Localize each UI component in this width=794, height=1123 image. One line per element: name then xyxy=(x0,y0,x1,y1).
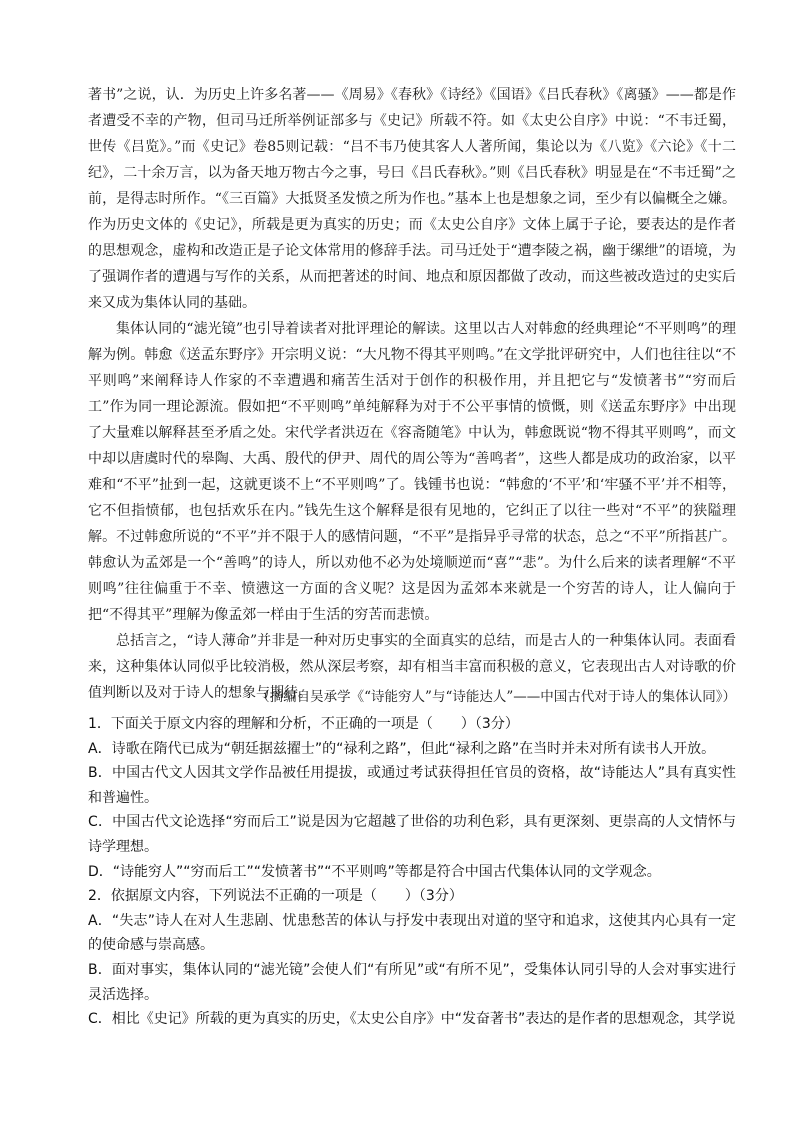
question-1-option-a: A．诗歌在隋代已成为“朝廷据兹擢士”的“禄利之路”，但此“禄利之路”在当时并未对所有读书人开放。 xyxy=(88,740,716,757)
question-2-option-b: B．面对事实，集体认同的“滤光镜”会使人们“有所见”或“有所不见”，受集体认同引导的人会对事实进行灵活选择。 xyxy=(88,961,736,1003)
questions-section xyxy=(88,712,736,1032)
question-2-option-a: A．“失志”诗人在对人生悲剧、忧患愁苦的体认与抒发中表现出对道的坚守和追求，这使其内心具有一定的使命感与崇高感。 xyxy=(88,912,736,954)
reading-passage xyxy=(88,82,736,706)
question-2-option-c: C．相比《史记》所载的更为真实的历史，《太史公自序》中“发奋著书”表达的是作者的思想观念，其学说 xyxy=(88,1011,736,1028)
passage-paragraph-3: 总括言之，“诗人薄命”并非是一种对历史事实的全面真实的总结，而是古人的一种集体认同。表面看来，这种集体认同似乎比较消极，然从深层考察，却有相当丰富而积极的意义，它表现出古人对诗歌的价值判断以及对于诗人的想象与期待。 xyxy=(88,633,736,701)
passage-paragraph-2: 集体认同的“滤光镜”也引导着读者对批评理论的解读。这里以古人对韩愈的经典理论“不平则鸣”的理解为例。韩愈《送孟东野序》开宗明义说：“大凡物不得其平则鸣。”在文学批评研究中，人们也往往以“不平则鸣”来阐释诗人作家的不幸遭遇和痛苦生活对于创作的积极作用，并且把它与“发愤著书”“穷而后工”作为同一理论源流。假如把“不平则鸣”单纯解释为对于不公平事情的愤慨，则《送孟东野序》中出现了大量难以解释甚至矛盾之处。宋代学者洪迈在《容斋随笔》中认为，韩愈既说“物不得其平则鸣”，而文中却以唐虞时代的皋陶、大禹、殷代的伊尹、周代的周公等为“善鸣者”，这些人都是成功的政治家，以平难和“不平”扯到一起，这就更谈不上“不平则鸣”了。钱锺书也说：“韩愈的‘不平’和‘牢骚不平’并不相等，它不但指愤郁，也包括欢乐在内。”钱先生这个解释是很有见地的，它纠正了以往一些对“不平”的狭隘理解。不过韩愈所说的“不平”并不限于人的感情问题，“不平”是指异乎寻常的状态，总之“不平”所指甚广。韩愈认为孟郊是一个“善鸣”的诗人，所以劝他不必为处境顺逆而“喜”“悲”。为什么后来的读者理解“不平则鸣”往往偏重于不幸、愤懑这一方面的含义呢？这是因为孟郊本来就是一个穷苦的诗人，让人偏向于把“不得其平”理解为像孟郊一样由于生活的穷苦而悲愤。 xyxy=(88,321,736,623)
question-2-stem: 2．依据原文内容，下列说法不正确的一项是（ ）（3分） xyxy=(88,888,463,905)
passage-source-citation: （摘编自吴承学《“诗能穷人”与“诗能达人”——中国古代对于诗人的集体认同》） xyxy=(256,689,736,705)
question-1-stem: 1．下面关于原文内容的理解和分析，不正确的一项是（ ）（3分） xyxy=(88,716,519,732)
question-1-option-c: C．中国古代文论选择“穷而后工”说是因为它超越了世俗的功利色彩，具有更深刻、更崇高的人文情怀与诗学理想。 xyxy=(88,814,736,855)
question-1-option-d: D．“诗能穷人”“穷而后工”“发愤著书”“不平则鸣”等都是符合中国古代集体认同的文学观念。 xyxy=(88,863,661,880)
question-1-option-b: B．中国古代文人因其文学作品被任用提拔，或通过考试获得担任官员的资格，故“诗能达人”具有真实性和普遍性。 xyxy=(88,765,736,806)
passage-paragraph-1: 著书”之说，认．为历史上许多名著——《周易》《春秋》《诗经》《国语》《吕氏春秋》《离骚》——都是作者遭受不幸的产物，但司马迁所举例证部多与《史记》所载不符。如《太史公自序》中说：“不韦迁蜀，世传《吕览》。”而《史记》卷85则记载：“吕不韦乃使其客人人著所闻，集论以为《八览》《六论》《十二纪》，二十余万言，以为备天地万物古今之事，号曰《吕氏春秋》。”则《吕氏春秋》明显是在“不韦迁蜀”之前，是得志时所作。“《三百篇》大抵贤圣发愤之所为作也。”基本上也是想象之词，至少有以偏概全之嫌。作为历史文体的《史记》，所载是更为真实的历史；而《太史公自序》文体上属于子论，要表达的是作者的思想观念，虚构和改造正是子论文体常用的修辞手法。司马迁处于“遭李陵之祸，幽于缧绁”的语境，为了强调作者的遭遇与写作的关系，从而把著述的时间、地点和原因都做了改动，而这些被改造过的史实后来又成为集体认同的基础。 xyxy=(88,87,736,311)
